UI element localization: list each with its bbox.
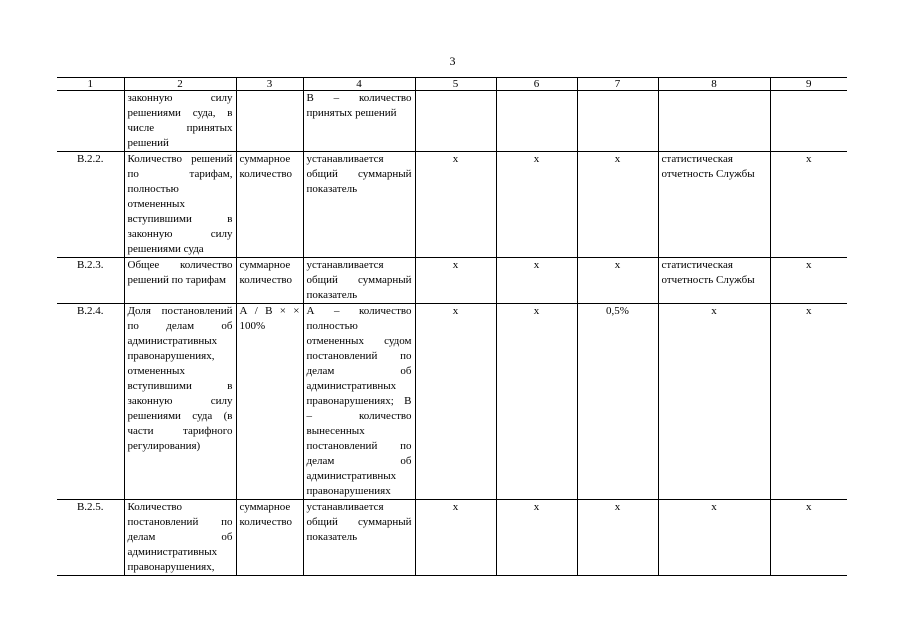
formula-description: устанавливается общий суммарный показатель [303, 258, 415, 304]
cell: х [415, 304, 496, 500]
column-number: 1 [57, 78, 124, 91]
cell: х [770, 152, 847, 258]
column-number: 3 [236, 78, 303, 91]
cell: х [415, 258, 496, 304]
cell: х [577, 152, 658, 258]
cell: х [496, 258, 577, 304]
formula: суммарное количество [236, 258, 303, 304]
target-value: 0,5% [577, 304, 658, 500]
column-number: 4 [303, 78, 415, 91]
formula: суммарное количество [236, 500, 303, 576]
formula: А / В × × 100% [236, 304, 303, 500]
row-code: В.2.5. [57, 500, 124, 576]
cell: х [496, 304, 577, 500]
column-number-row [57, 78, 847, 91]
cell: х [577, 258, 658, 304]
cell [496, 91, 577, 152]
cell: х [415, 500, 496, 576]
indicators-table [57, 77, 847, 576]
formula-description: В – количество принятых решений [303, 91, 415, 152]
cell: х [415, 152, 496, 258]
table-row [57, 152, 847, 258]
data-source: статистическая отчетность Службы [658, 258, 770, 304]
cell: х [658, 500, 770, 576]
cell: х [658, 304, 770, 500]
column-number: 7 [577, 78, 658, 91]
column-number: 9 [770, 78, 847, 91]
formula [236, 91, 303, 152]
table-row [57, 258, 847, 304]
formula-description: устанавливается общий суммарный показатель [303, 152, 415, 258]
cell: х [577, 500, 658, 576]
column-number: 2 [124, 78, 236, 91]
indicator-name: Количество постановлений по делам об административных правонарушениях, [124, 500, 236, 576]
row-code: В.2.3. [57, 258, 124, 304]
column-number: 5 [415, 78, 496, 91]
data-source: статистическая отчетность Службы [658, 152, 770, 258]
indicator-name: Количество решений по тарифам, полностью отмененных вступившими в законную силу решениями суда [124, 152, 236, 258]
cell: х [770, 258, 847, 304]
table-row [57, 304, 847, 500]
cell [415, 91, 496, 152]
row-code: В.2.2. [57, 152, 124, 258]
table-row [57, 500, 847, 576]
cell: х [496, 500, 577, 576]
column-number: 6 [496, 78, 577, 91]
formula-description: А – количество полностью отмененных судом постановлений по делам об административных правонарушениях; В – количество вынесенных постановлений по делам об административных правонарушениях [303, 304, 415, 500]
column-number: 8 [658, 78, 770, 91]
row-code: В.2.4. [57, 304, 124, 500]
cell [770, 91, 847, 152]
data-source [658, 91, 770, 152]
formula: суммарное количество [236, 152, 303, 258]
cell: х [770, 500, 847, 576]
indicator-name: Общее количество решений по тарифам [124, 258, 236, 304]
indicator-name: законную силу решениями суда, в числе принятых решений [124, 91, 236, 152]
cell [577, 91, 658, 152]
cell: х [496, 152, 577, 258]
row-code [57, 91, 124, 152]
page-number: 3 [449, 54, 456, 68]
indicator-name: Доля постановлений по делам об административных правонарушениях, отмененных вступившими в законную силу решениями суда (в части тарифного регулирования) [124, 304, 236, 500]
cell: х [770, 304, 847, 500]
table-row [57, 91, 847, 152]
formula-description: устанавливается общий суммарный показатель [303, 500, 415, 576]
